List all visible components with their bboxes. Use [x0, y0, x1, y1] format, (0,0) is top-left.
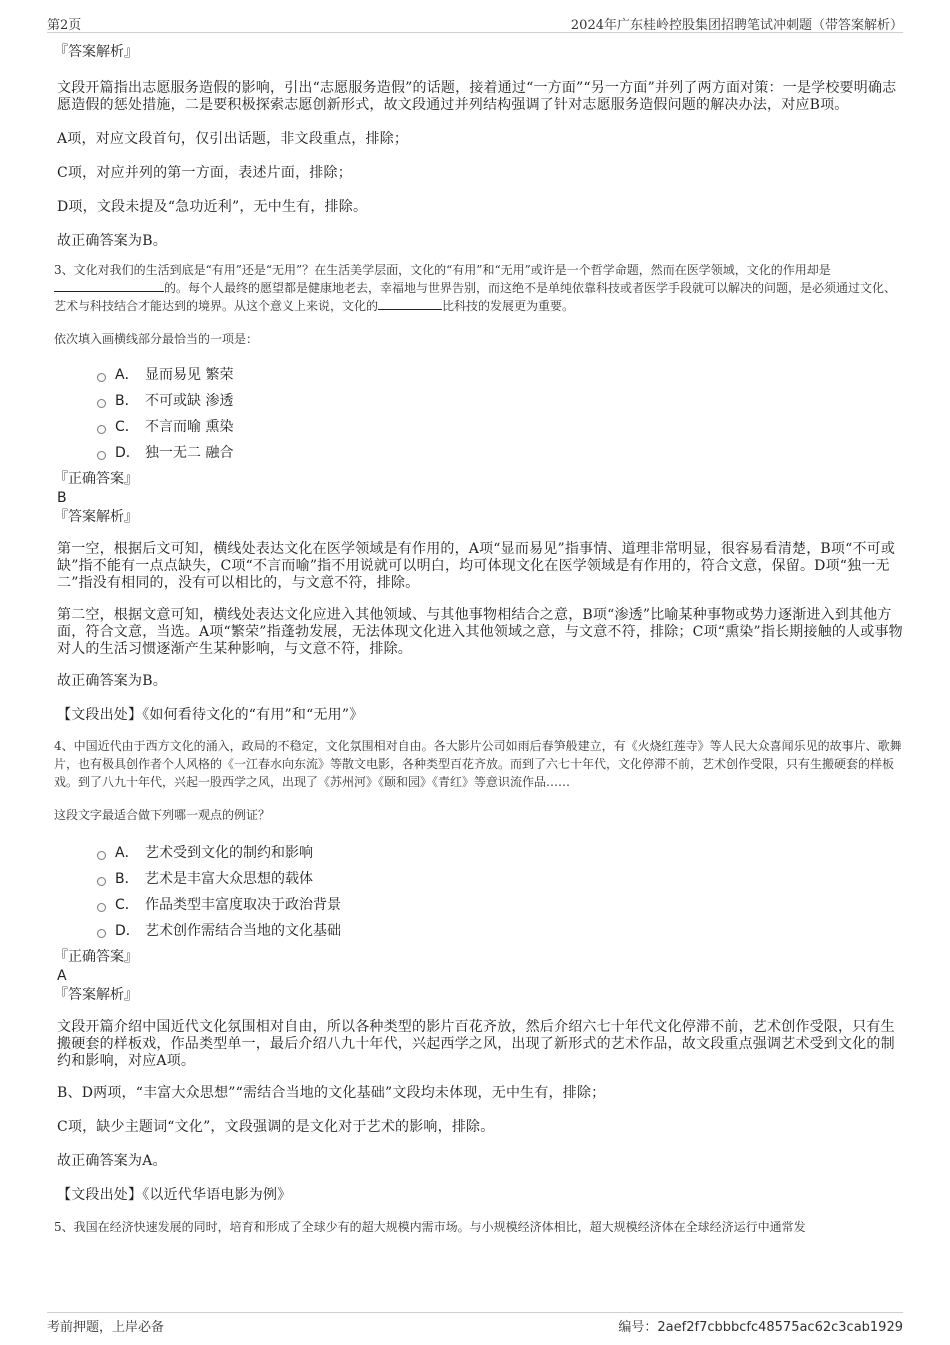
radio-button[interactable] [97, 451, 106, 460]
question-3-stem: 3、文化对我们的生活到底是“有用”还是“无用”？在生活美学层面，文化的“有用”和“无用”或许是一个哲学命题，然而在医学领域，文化的作用却是的。每个人最终的愿望都是健康地老去，幸福地与世界告别，而这绝不是单纯依靠科技或者医学手段就可以解决的问题，是必须通过文化、艺术与科技结合才能达到的境界。从这个意义上来说，文化的 比科技的发展更为重要。 [54, 263, 897, 313]
page-number: 第2页 [47, 18, 82, 33]
option-text: 独一无二 融合 [145, 445, 234, 461]
analysis-paragraph: 第二空，根据文意可知，横线处表达文化应进入其他领域、与其他事物相结合之意，B项“渗透”比喻某种事物或势力逐渐进入到其他方面，符合文意，当选。A项“繁荣”指蓬勃发展，无法体现文化进入其他领域之意，与文意不符，排除；C项“熏染”指长期接触的人或事物对人的生活习惯逐渐产生某种影响，与文意不符，排除。 [57, 607, 903, 657]
analysis-paragraph: D项，文段未提及“急功近利”，无中生有，排除。 [57, 199, 368, 215]
analysis-paragraph: 文段开篇指出志愿服务造假的影响，引出“志愿服务造假”的话题，接着通过“一方面”“另一方面”并列了两方面对策：一是学校要明确志愿造假的惩处措施，二是要积极探索志愿创新形式，故文段通过并列结构强调了针对志愿服务造假问题的解决办法，对应B项。 [57, 80, 897, 113]
page-header [47, 10, 903, 33]
option-text: 艺术是丰富大众思想的载体 [145, 871, 313, 887]
analysis-tag: 『答案解析』 [54, 509, 138, 525]
option-text: 艺术创作需结合当地的文化基础 [145, 923, 341, 939]
answer-statement: 故正确答案为B。 [57, 233, 167, 249]
option-b[interactable]: B． 艺术是丰富大众思想的载体 [97, 866, 903, 892]
analysis-tag: 『答案解析』 [54, 987, 138, 1003]
option-text: 不可或缺 渗透 [145, 393, 234, 409]
question-4-instruction: 这段文字最适合做下列哪一观点的例证？ [54, 808, 271, 822]
answer-statement: 故正确答案为B。 [57, 673, 167, 689]
option-a[interactable]: A． 艺术受到文化的制约和影响 [97, 840, 903, 866]
correct-answer-tag: 『正确答案』 [54, 949, 138, 965]
option-text: 不言而喻 熏染 [145, 419, 234, 435]
radio-button[interactable] [97, 877, 106, 886]
correct-answer: B [57, 490, 67, 506]
analysis-paragraph: A项，对应文段首句，仅引出话题，非文段重点，排除； [57, 131, 409, 147]
fill-blank-1 [54, 281, 164, 292]
option-text: 作品类型丰富度取决于政治背景 [145, 897, 341, 913]
question-5-stem: 5、我国在经济快速发展的同时，培育和形成了全球少有的超大规模内需市场。与小规模经济体相比，超大规模经济体在全球经济运行中通常发 [54, 1220, 806, 1234]
analysis-paragraph: C项，对应并列的第一方面，表述片面，排除； [57, 165, 352, 181]
document-code: 编号：2aef2f7cbbbcfc48575ac62c3cab1929 [618, 1320, 903, 1335]
page-content [54, 42, 903, 1236]
page-footer [47, 1312, 903, 1335]
option-d[interactable]: D． 独一无二 融合 [97, 440, 903, 466]
option-b[interactable]: B． 不可或缺 渗透 [97, 388, 903, 414]
correct-answer-tag: 『正确答案』 [54, 471, 138, 487]
radio-button[interactable] [97, 425, 106, 434]
option-c[interactable]: C． 不言而喻 熏染 [97, 414, 903, 440]
question-3-instruction: 依次填入画横线部分最恰当的一项是： [54, 332, 259, 346]
analysis-paragraph: 文段开篇介绍中国近代文化氛围相对自由，所以各种类型的影片百花齐放，然后介绍六七十年代文化停滞不前，艺术创作受限，只有生搬硬套的样板戏，作品类型单一，最后介绍八九十年代，兴起西学之风，出现了新形式的艺术作品，故文段重点强调艺术受到文化的制约和影响，对应A项。 [57, 1019, 895, 1069]
analysis-paragraph: C项，缺少主题词“文化”，文段强调的是文化对于艺术的影响，排除。 [57, 1119, 495, 1135]
question-3-options [97, 362, 903, 466]
answer-statement: 故正确答案为A。 [57, 1153, 167, 1169]
radio-button[interactable] [97, 373, 106, 382]
analysis-paragraph: 第一空，根据后文可知，横线处表达文化在医学领域是有作用的，A项“显而易见”指事情、道理非常明显，很容易看清楚，B项“不可或缺”指不能有一点点缺失，C项“不言而喻”指不用说就可以明白，均可体现文化在医学领域是有作用的，符合文意，保留。D项“独一无二”指没有相同的，没有可以相比的，与文意不符，排除。 [57, 541, 896, 591]
radio-button[interactable] [97, 851, 106, 860]
correct-answer: A [57, 968, 67, 984]
source-citation: 【文段出处】《如何看待文化的“有用”和“无用”》 [57, 707, 364, 723]
radio-button[interactable] [97, 903, 106, 912]
source-citation: 【文段出处】《以近代华语电影为例》 [57, 1187, 292, 1203]
option-d[interactable]: D． 艺术创作需结合当地的文化基础 [97, 918, 903, 944]
analysis-tag: 『答案解析』 [54, 44, 138, 60]
radio-button[interactable] [97, 399, 106, 408]
question-4-options [97, 840, 903, 944]
option-c[interactable]: C． 作品类型丰富度取决于政治背景 [97, 892, 903, 918]
option-a[interactable]: A． 显而易见 繁荣 [97, 362, 903, 388]
option-text: 显而易见 繁荣 [145, 367, 234, 383]
document-title: 2024年广东桂岭控股集团招聘笔试冲刺题（带答案解析） [570, 18, 903, 33]
fill-blank-2 [378, 299, 442, 310]
analysis-paragraph: B、D两项，“丰富大众思想”“需结合当地的文化基础”文段均未体现，无中生有，排除； [57, 1085, 606, 1101]
radio-button[interactable] [97, 929, 106, 938]
question-4-stem: 4、中国近代由于西方文化的涌入，政局的不稳定，文化氛围相对自由。各大影片公司如雨后春笋般建立，有《火烧红莲寺》等人民大众喜闻乐见的故事片、歌舞片，也有极具创作者个人风格的《一江春水向东流》等散文电影，各种类型百花齐放。而到了六七十年代，文化停滞不前，艺术创作受限，只有生搬硬套的样板戏。到了八九十年代，兴起一股西学之风，出现了《苏州河》《颐和园》《青红》等意识流作品…… [54, 739, 902, 789]
footer-slogan: 考前押题，上岸必备 [47, 1320, 165, 1335]
option-text: 艺术受到文化的制约和影响 [145, 845, 313, 861]
